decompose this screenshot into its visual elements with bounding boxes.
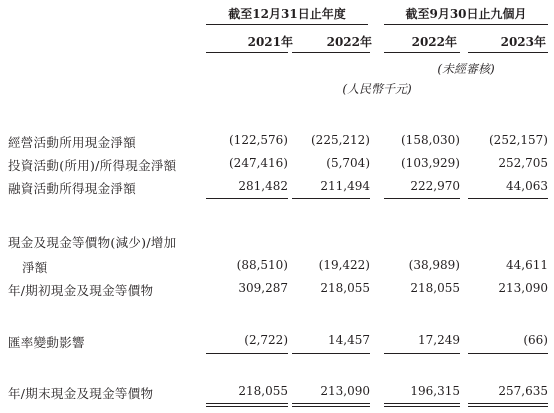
row-label-operating: 經營活動所用現金淨額 [8, 135, 137, 150]
double-rule-4b [468, 406, 548, 407]
cell-investing-2022-ytd: (103,929) [401, 156, 460, 170]
row-label-opening-cash: 年/期初現金及現金等價物 [8, 283, 154, 298]
cell-net-change-2022: (19,422) [318, 258, 370, 272]
header-group-year-rule [206, 24, 368, 25]
cell-investing-2022: (5,704) [326, 156, 370, 170]
year-rule-3 [384, 52, 460, 53]
row-label-closing-cash: 年/期末現金及現金等價物 [8, 386, 154, 401]
double-rule-2b [292, 406, 370, 407]
cell-fx-effect-2023: (66) [523, 333, 548, 347]
header-group-nine-months: 截至9月30日止九個月 [405, 7, 527, 21]
header-group-year: 截至12月31日止年度 [228, 7, 346, 21]
cell-fx-effect-2022: 14,457 [328, 333, 370, 347]
cell-closing-cash-2021: 218,055 [238, 384, 288, 398]
total-rule-4 [468, 353, 548, 354]
total-rule-3 [384, 353, 460, 354]
double-rule-1a [206, 403, 288, 404]
year-header-2022-ytd: 2022年 [411, 35, 457, 49]
double-rule-3a [384, 403, 460, 404]
cell-closing-cash-2022: 213,090 [320, 384, 370, 398]
cell-net-change-2021: (88,510) [236, 258, 288, 272]
cell-fx-effect-2022-ytd: 17,249 [418, 333, 460, 347]
subtotal-rule-1 [206, 198, 288, 199]
cell-operating-2021: (122,576) [229, 133, 288, 147]
cell-operating-2023: (252,157) [489, 133, 548, 147]
year-header-2023: 2023年 [500, 35, 546, 49]
double-rule-4a [468, 403, 548, 404]
row-label-net-change-cont: 淨額 [22, 260, 48, 275]
subtotal-rule-4 [468, 198, 548, 199]
cell-operating-2022: (225,212) [311, 133, 370, 147]
cell-opening-cash-2022-ytd: 218,055 [410, 281, 460, 295]
row-label-financing: 融資活動所得現金淨額 [8, 181, 137, 196]
cell-investing-2021: (247,416) [229, 156, 288, 170]
cell-financing-2022-ytd: 222,970 [410, 179, 460, 193]
cell-opening-cash-2023: 213,090 [498, 281, 548, 295]
row-label-fx-effect: 匯率變動影響 [8, 335, 85, 350]
cell-opening-cash-2021: 309,287 [238, 281, 288, 295]
year-header-2021: 2021年 [247, 35, 293, 49]
year-rule-4 [468, 52, 548, 53]
header-group-nine-months-rule [384, 24, 548, 25]
total-rule-1 [206, 353, 288, 354]
subtotal-rule-2 [292, 198, 370, 199]
row-label-net-change: 現金及現金等價物(減少)/增加 [8, 235, 177, 250]
year-rule-1 [206, 52, 288, 53]
year-rule-2 [292, 52, 370, 53]
cell-operating-2022-ytd: (158,030) [401, 133, 460, 147]
cell-financing-2023: 44,063 [506, 179, 548, 193]
cell-investing-2023: 252,705 [498, 156, 548, 170]
total-rule-2 [292, 353, 370, 354]
cell-financing-2022: 211,494 [320, 179, 370, 193]
double-rule-3b [384, 406, 460, 407]
cell-closing-cash-2023: 257,635 [498, 384, 548, 398]
cell-net-change-2022-ytd: (38,989) [408, 258, 460, 272]
double-rule-1b [206, 406, 288, 407]
subtotal-rule-3 [384, 198, 460, 199]
row-label-investing: 投資活動(所用)/所得現金淨額 [8, 158, 177, 173]
year-header-2022: 2022年 [326, 35, 372, 49]
cell-fx-effect-2021: (2,722) [244, 333, 288, 347]
cell-financing-2021: 281,482 [238, 179, 288, 193]
unaudited-note: (未經審核) [437, 62, 495, 76]
cell-opening-cash-2022: 218,055 [320, 281, 370, 295]
double-rule-2a [292, 403, 370, 404]
cell-closing-cash-2022-ytd: 196,315 [410, 384, 460, 398]
unit-note: (人民幣千元) [342, 82, 412, 96]
cell-net-change-2023: 44,611 [506, 258, 548, 272]
